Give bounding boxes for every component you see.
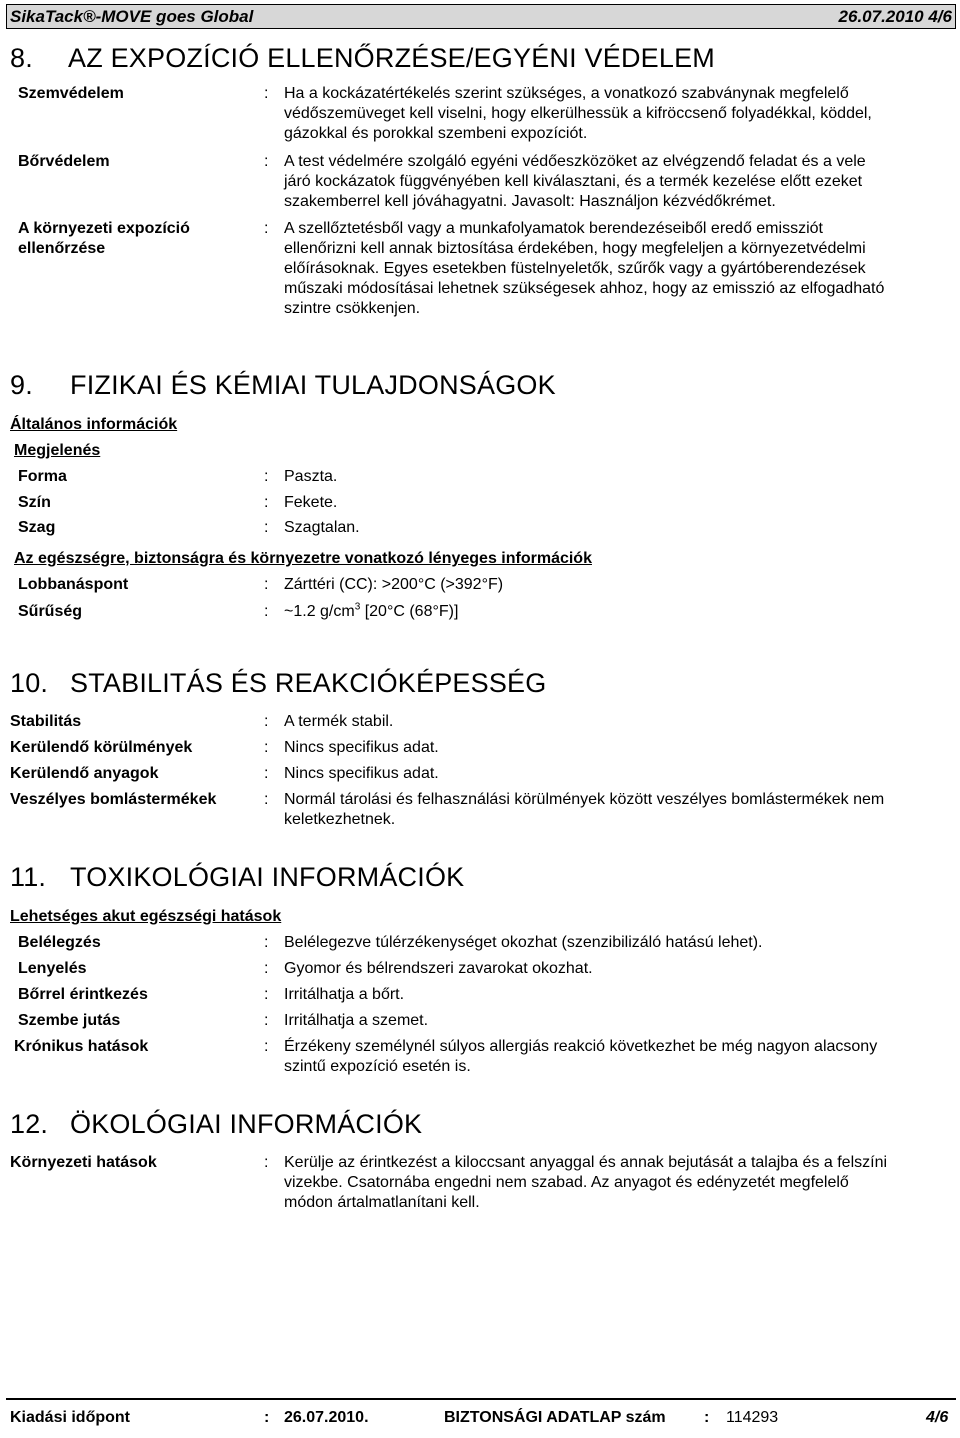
text-line: műszaki módosításai lehetnek szükségesek ahhoz, hogy az emisszió az elfogadható	[284, 280, 885, 297]
row-value: Belélegezve túlérzékenységet okozhat (szenzibilizáló hatású lehet).	[284, 934, 763, 951]
text-line: Érzékeny személynél súlyos allergiás reakció következhet be még nagyon alacsony	[284, 1038, 878, 1055]
footer-sds-label: BIZTONSÁGI ADATLAP szám	[444, 1409, 666, 1426]
row-value	[284, 790, 960, 830]
text-line: védőszemüveget kell viselni, hogy elkerülhessük a kifröccsenő folyadékkal, köddel,	[284, 105, 872, 122]
row-label: Forma	[18, 468, 67, 485]
row-value	[284, 1153, 960, 1213]
section-heading: AZ EXPOZÍCIÓ ELLENŐRZÉSE/EGYÉNI VÉDELEM	[68, 43, 715, 73]
label-line: A környezeti expozíció	[18, 220, 190, 237]
colon: :	[264, 713, 269, 730]
colon: :	[264, 960, 269, 977]
row-value	[284, 152, 960, 212]
footer-page: 4/6	[926, 1409, 949, 1426]
section-number: 10.	[10, 668, 49, 698]
row-value: Nincs specifikus adat.	[284, 739, 439, 756]
row-value: Irritálhatja a bőrt.	[284, 986, 405, 1003]
section-heading: STABILITÁS ÉS REAKCIÓKÉPESSÉG	[70, 668, 547, 698]
section-12-title	[10, 1108, 422, 1140]
colon: :	[264, 791, 269, 808]
subheading-appearance: Megjelenés	[14, 442, 101, 459]
row-value: Irritálhatja a szemet.	[284, 1012, 429, 1029]
row-label: Kerülendő anyagok	[10, 765, 159, 782]
colon: :	[264, 739, 269, 756]
row-label: Szag	[18, 519, 56, 536]
text-line: szakemberrel kell jóváhagyatni. Javasolt: Használjon kézvédőkrémet.	[284, 193, 776, 210]
row-value: A termék stabil.	[284, 713, 394, 730]
row-value: Gyomor és bélrendszeri zavarokat okozhat.	[284, 960, 593, 977]
footer-issue-label: Kiadási időpont	[10, 1409, 130, 1426]
text-line: ellenőrizni kell annak biztosítása érdekében, hogy megfeleljen a környezetvédelmi	[284, 240, 866, 257]
row-value	[284, 219, 960, 319]
colon: :	[264, 603, 269, 620]
subheading-acute: Lehetséges akut egészségi hatások	[10, 908, 282, 925]
label-line: ellenőrzése	[18, 240, 106, 257]
row-label: Veszélyes bomlástermékek	[10, 791, 217, 808]
footer-issue-date: 26.07.2010.	[284, 1409, 369, 1426]
row-value	[284, 1037, 960, 1077]
colon: :	[264, 519, 269, 536]
colon: :	[264, 1038, 269, 1055]
colon: :	[264, 494, 269, 511]
row-label: Krónikus hatások	[14, 1038, 149, 1055]
row-label	[18, 219, 190, 259]
colon: :	[264, 468, 269, 485]
density-value: ~1.2 g/cm	[284, 603, 355, 620]
text-line: keletkezhetnek.	[284, 811, 396, 828]
section-number: 11.	[10, 862, 47, 892]
row-label: Sűrűség	[18, 603, 83, 620]
subheading-health: Az egészségre, biztonságra és környezetre vonatkozó lényeges információk	[14, 550, 592, 567]
density-condition: [20°C (68°F)]	[360, 603, 459, 620]
text-line: járó kockázatok függvényében kell kiválasztani, és a termék kezelése előtt ezeket	[284, 173, 863, 190]
row-value: Zárttéri (CC): >200°C (>392°F)	[284, 576, 504, 593]
text-line: Ha a kockázatértékelés szerint szükséges, a vonatkozó szabványnak megfelelő	[284, 85, 849, 102]
text-line: Normál tárolási és felhasználási körülmények között veszélyes bomlástermékek nem	[284, 791, 885, 808]
colon: :	[264, 765, 269, 782]
row-value: Szagtalan.	[284, 519, 360, 536]
row-label: Bőrrel érintkezés	[18, 986, 148, 1003]
section-number: 12.	[10, 1109, 49, 1139]
row-value	[284, 602, 458, 622]
section-8-title	[10, 42, 715, 74]
section-9-title	[10, 369, 556, 401]
section-heading: ÖKOLÓGIAI INFORMÁCIÓK	[70, 1109, 423, 1139]
text-line: vizekbe. Csatornába engedni nem szabad. Az anyagot és edényzetét megfelelő	[284, 1174, 849, 1191]
text-line: Kerülje az érintkezést a kiloccsant anyaggal és annak bejutását a talajba és a felszíni	[284, 1154, 888, 1171]
row-label: Környezeti hatások	[10, 1154, 157, 1171]
section-10-title	[10, 667, 546, 699]
row-label: Kerülendő körülmények	[10, 739, 193, 756]
colon: :	[704, 1409, 710, 1426]
text-line: A szellőztetésből vagy a munkafolyamatok berendezéseiből eredő emissziót	[284, 220, 823, 237]
text-line: A test védelmére szolgáló egyéni védőeszközöket az elvégzendő feladat és a vele	[284, 153, 866, 170]
text-line: előírásoknak. Egyes esetekben füstelnyeletők, szűrők vagy a gyártóberendezések	[284, 260, 866, 277]
product-title: SikaTack®-MOVE goes Global	[10, 7, 254, 26]
colon: :	[264, 1409, 270, 1426]
text-line: módon ártalmatlanítani kell.	[284, 1194, 480, 1211]
text-line: szintre csökkenjen.	[284, 300, 421, 317]
header-date-page: 26.07.2010 4/6	[838, 7, 952, 26]
section-heading: FIZIKAI ÉS KÉMIAI TULAJDONSÁGOK	[70, 370, 556, 400]
row-label: Bőrvédelem	[18, 153, 110, 170]
density-unit-exponent: 3	[354, 601, 361, 613]
row-value: Fekete.	[284, 494, 338, 511]
footer-rule	[6, 1398, 956, 1400]
section-11-title	[10, 861, 464, 893]
colon: :	[264, 934, 269, 951]
row-label: Szembe jutás	[18, 1012, 121, 1029]
row-label: Szín	[18, 494, 51, 511]
colon: :	[264, 576, 269, 593]
footer-sds-number: 114293	[726, 1409, 779, 1426]
colon: :	[264, 85, 269, 102]
row-label: Szemvédelem	[18, 85, 124, 102]
section-number: 9.	[10, 370, 33, 400]
colon: :	[264, 220, 269, 237]
subheading-general: Általános információk	[10, 416, 178, 433]
text-line: gázokkal és porokkal szembeni expozíciót.	[284, 125, 588, 142]
section-heading: TOXIKOLÓGIAI INFORMÁCIÓK	[70, 862, 465, 892]
section-number: 8.	[10, 43, 33, 73]
row-value: Nincs specifikus adat.	[284, 765, 439, 782]
colon: :	[264, 1154, 269, 1171]
row-value: Paszta.	[284, 468, 338, 485]
colon: :	[264, 1012, 269, 1029]
text-line: szintű expozíció esetén is.	[284, 1058, 471, 1075]
row-label: Lenyelés	[18, 960, 87, 977]
row-value	[284, 84, 960, 144]
row-label: Lobbanáspont	[18, 576, 129, 593]
colon: :	[264, 153, 269, 170]
colon: :	[264, 986, 269, 1003]
row-label: Stabilitás	[10, 713, 82, 730]
row-label: Belélegzés	[18, 934, 101, 951]
